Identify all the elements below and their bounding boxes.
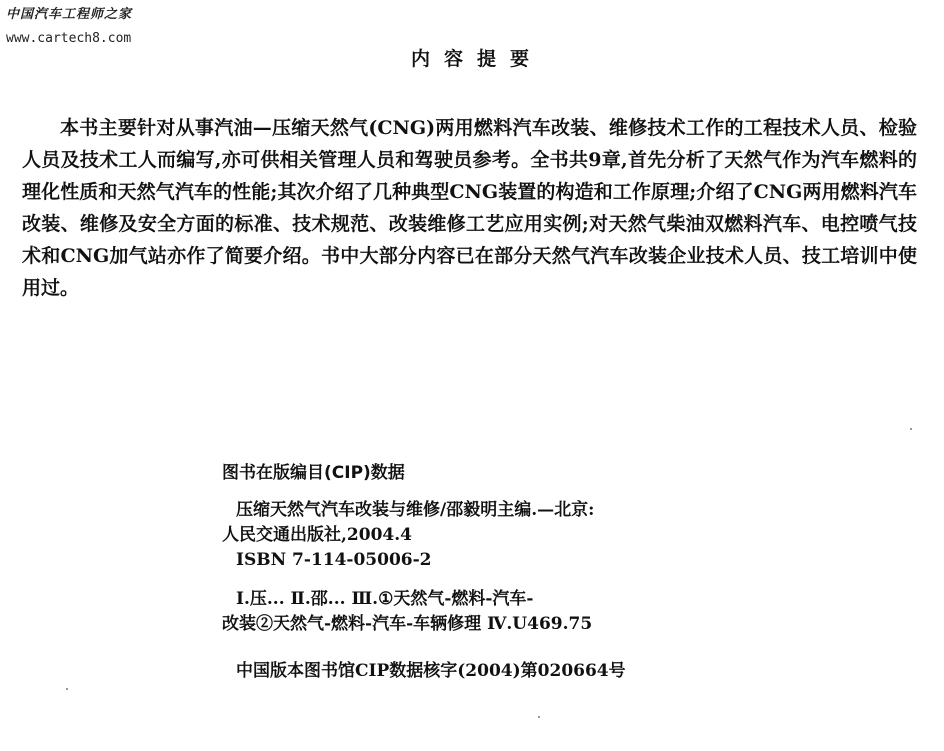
cip-isbn: ISBN 7-114-05006-2 [236,550,432,570]
scan-speck [538,716,540,718]
watermark-site-name: 中国汽车工程师之家 [6,7,133,22]
summary-paragraph: 本书主要针对从事汽油—压缩天然气(CNG)两用燃料汽车改装、维修技术工作的工程技术人员、检验人员及技术工人而编写,亦可供相关管理人员和驾驶员参考。全书共9章,首先分析了天然气作为汽车燃料的理化性质和天然气汽车的性能;其次介绍了几种典型CNG装置的构造和工作原理;介绍了CNG两用燃料汽车改装、维修及安全方面的标准、技术规范、改装维修工艺应用实例;对天然气柴油双燃料汽车、电控喷气技术和CNG加气站亦作了简要介绍。书中大部分内容已在部分天然气汽车改装企业技术人员、技工培训中使用过。 [22,117,917,299]
page-title: 内容提要 [410,48,543,70]
cip-heading: 图书在版编目(CIP)数据 [222,463,405,483]
cip-entry-line2: 人民交通出版社,2004.4 [222,525,412,545]
watermark-url: www.cartech8.com [6,31,132,46]
cip-subject-line2: 改装②天然气-燃料-汽车-车辆修理 Ⅳ.U469.75 [222,614,593,634]
cip-number: 中国版本图书馆CIP数据核字(2004)第020664号 [236,661,626,681]
watermark [6,6,132,48]
scan-speck [66,688,68,690]
cip-entry-line1: 压缩天然气汽车改装与维修/邵毅明主编.—北京: [236,500,595,520]
cip-block [222,462,742,684]
cip-subject-line1: Ⅰ.压... Ⅱ.邵... Ⅲ.①天然气-燃料-汽车- [236,589,534,609]
scan-speck [910,428,912,430]
